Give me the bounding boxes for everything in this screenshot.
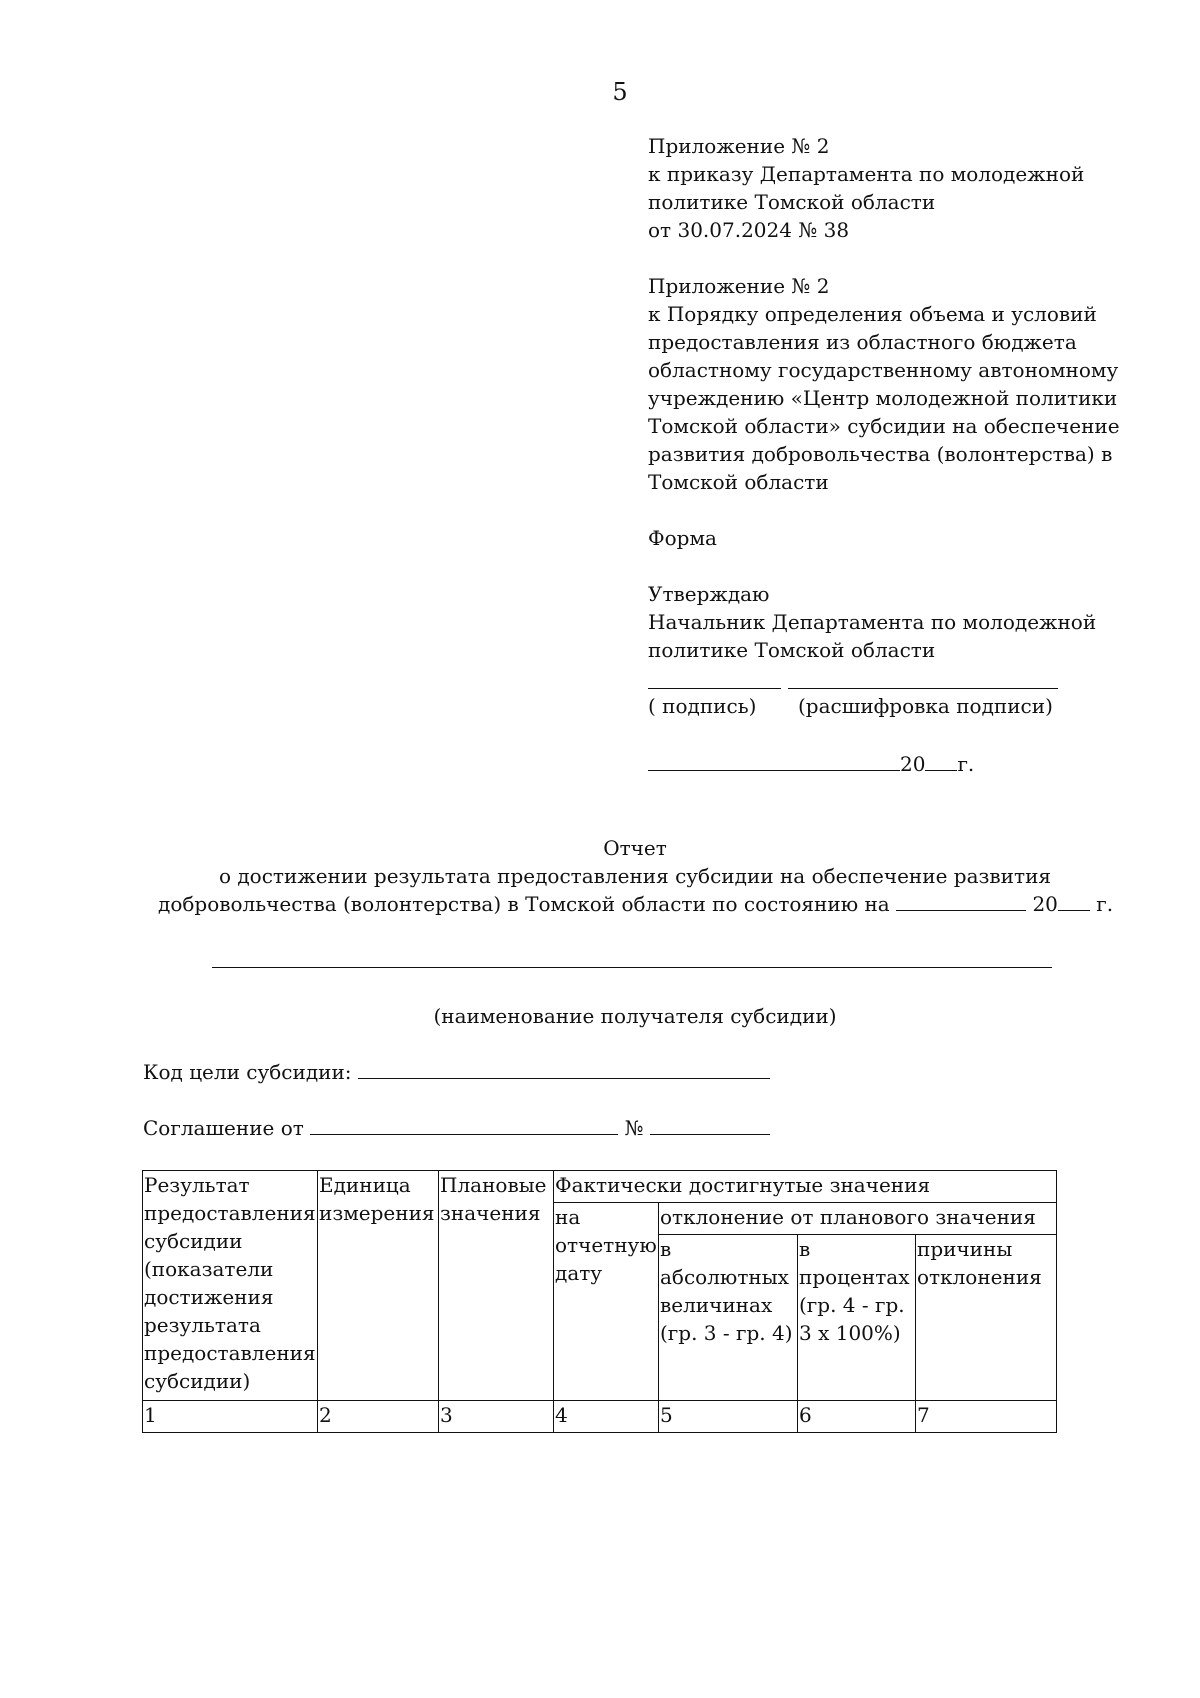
header-report-date: на отчетную дату [554,1203,659,1401]
agreement-number-blank[interactable] [650,1114,770,1135]
table-cell[interactable]: 2 [318,1401,439,1433]
header-unit: Единица измерения [318,1171,439,1401]
goal-code-row [143,1058,770,1084]
signature-decoding-line[interactable] [788,688,1058,689]
signature-line[interactable] [648,688,781,689]
table-cell[interactable]: 5 [659,1401,798,1433]
appendix-procedure-line: к Порядку определения объема и условий [648,302,1097,326]
report-subtitle-line2 [158,890,1113,918]
appendix-procedure-line: Томской области» субсидии на обеспечение [648,414,1120,438]
appendix-procedure-line: областному государственному автономному [648,358,1119,382]
header-planned: Плановые значения [439,1171,554,1401]
appendix-order-line: политике Томской области [648,190,936,214]
approval-block [648,580,1096,664]
signature-decoding-label: (расшифровка подписи) [798,694,1053,718]
approval-date-suffix: г. [957,752,975,776]
appendix-order-line: Приложение № 2 [648,134,830,158]
agreement-number-sign: № [624,1116,644,1140]
agreement-date-blank[interactable] [310,1114,618,1135]
header-absolute: в абсолютных величинах (гр. 3 - гр. 4) [659,1235,798,1401]
approval-date-blank[interactable] [648,750,900,771]
report-subtitle-text: добровольчества (волонтерства) в Томской области по состоянию на [158,892,890,916]
recipient-name-line[interactable] [212,967,1052,968]
approval-line: Утверждаю [648,582,770,606]
header-actual-group: Фактически достигнутые значения [554,1171,1057,1203]
table-cell[interactable]: 6 [798,1401,916,1433]
appendix-procedure-line: Томской области [648,470,829,494]
report-table [142,1170,1057,1433]
report-title: Отчет [603,836,667,860]
table-cell[interactable]: 7 [916,1401,1057,1433]
goal-code-label: Код цели субсидии: [143,1060,352,1084]
approval-date-year-prefix: 20 [900,752,926,776]
table-row [143,1401,1057,1433]
approval-line: Начальник Департамента по молодежной [648,610,1097,634]
header-reasons: причины отклонения [916,1235,1057,1401]
report-year-prefix: 20 [1032,892,1058,916]
form-label: Форма [648,526,717,550]
appendix-procedure-line: предоставления из областного бюджета [648,330,1077,354]
goal-code-blank[interactable] [358,1058,770,1079]
agreement-row [143,1114,770,1140]
report-year-suffix: г. [1096,892,1114,916]
table-cell[interactable]: 3 [439,1401,554,1433]
approval-date-year-blank[interactable] [925,750,957,771]
header-deviation-group: отклонение от планового значения [659,1203,1057,1235]
appendix-procedure-line: развития добровольчества (волонтерства) в [648,442,1113,466]
agreement-label: Соглашение от [143,1116,304,1140]
approval-line: политике Томской области [648,638,936,662]
approval-date [648,750,974,776]
report-subtitle-line1: о достижении результата предоставления субсидии на обеспечение развития [218,864,1052,888]
page-number: 5 [612,78,628,106]
table-cell[interactable]: 4 [554,1401,659,1433]
appendix-procedure-line: учреждению «Центр молодежной политики [648,386,1118,410]
appendix-procedure-block [648,272,1120,496]
appendix-procedure-line: Приложение № 2 [648,274,830,298]
report-date-blank[interactable] [896,890,1026,911]
signature-label: ( подпись) [648,694,757,718]
report-year-blank[interactable] [1058,890,1090,911]
table-cell[interactable]: 1 [143,1401,318,1433]
appendix-order-line: к приказу Департамента по молодежной [648,162,1085,186]
appendix-order-block [648,132,1084,244]
header-result: Результат предоставления субсидии (показатели достижения результата предоставления субсидии) [143,1171,318,1401]
header-percent: в процентах (гр. 4 - гр. 3 х 100%) [798,1235,916,1401]
appendix-order-line: от 30.07.2024 № 38 [648,218,850,242]
recipient-caption: (наименование получателя субсидии) [433,1004,837,1028]
